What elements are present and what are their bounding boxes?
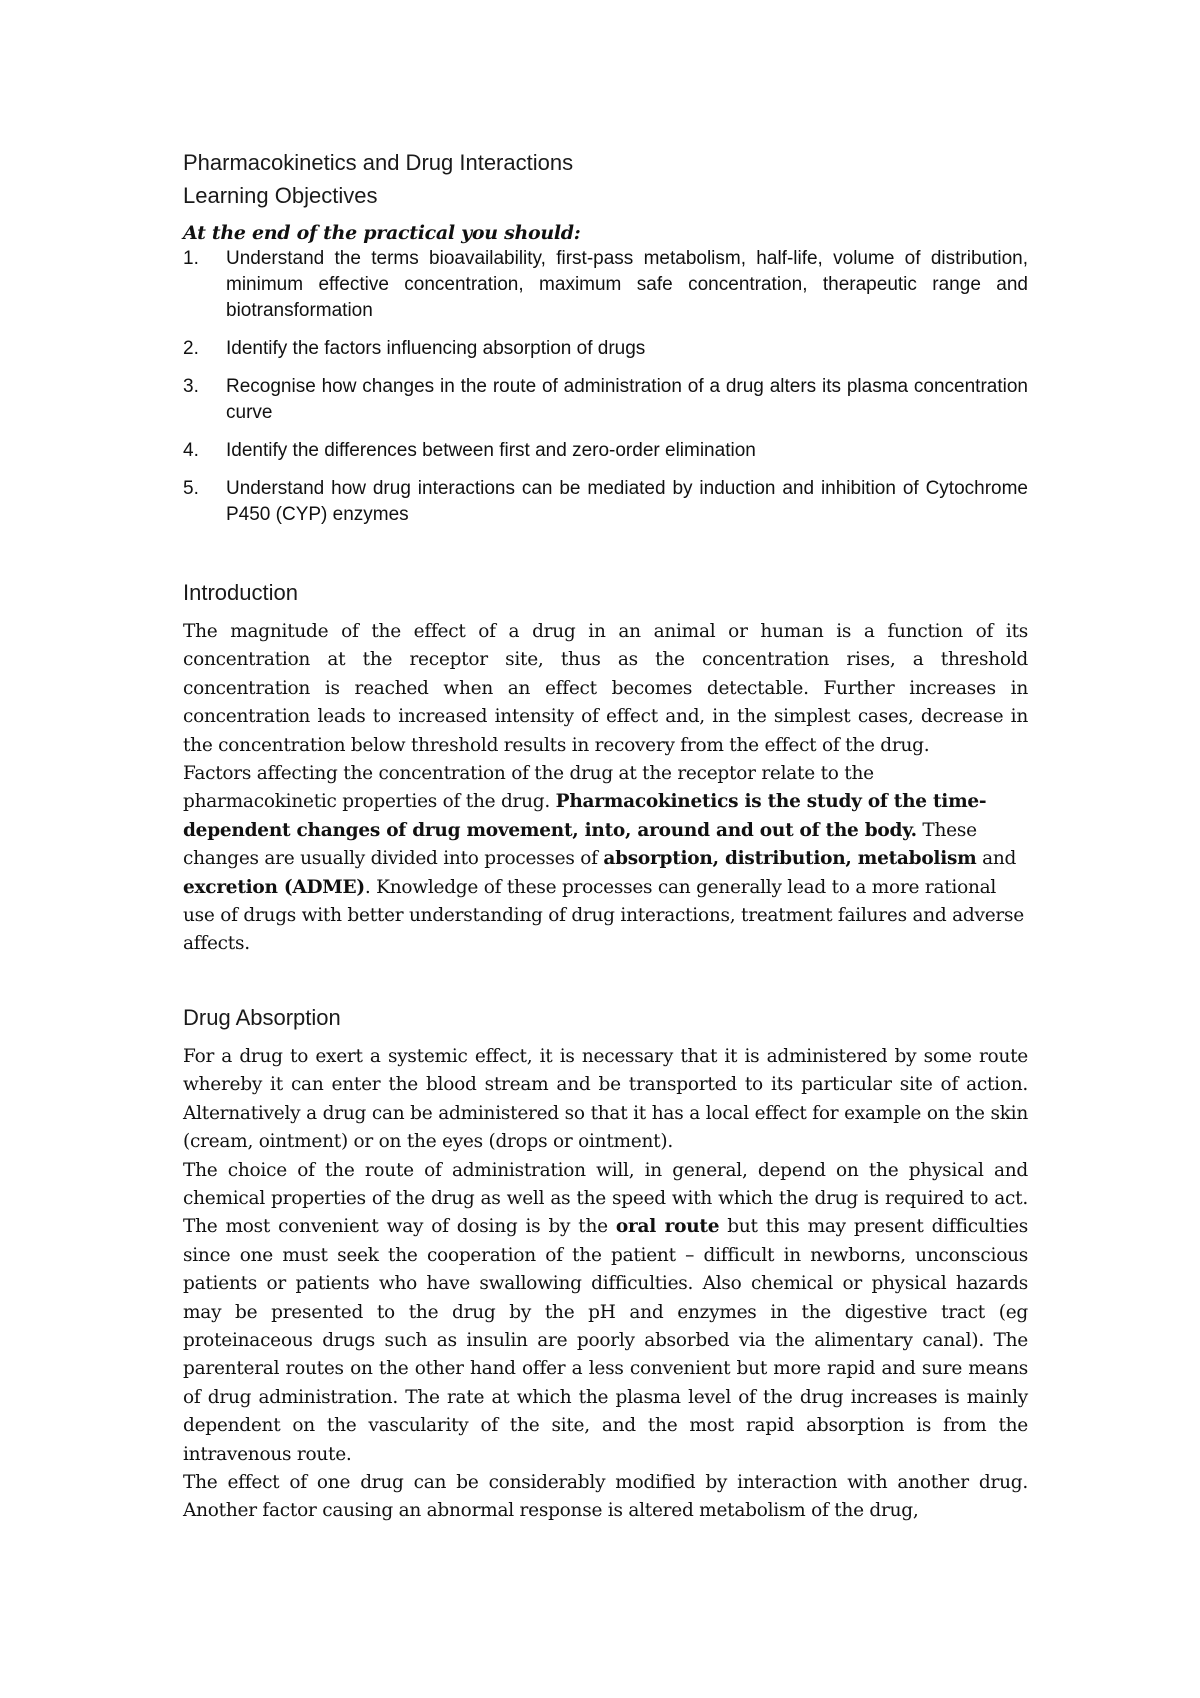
list-item-number: 3. xyxy=(183,376,199,397)
list-item xyxy=(183,374,1028,426)
list-item-number: 1. xyxy=(183,248,199,269)
absorption-paragraph-2 xyxy=(183,1157,1028,1469)
list-item-text: Understand how drug interactions can be mediated by induction and inhibition of Cytochrome P450 (CYP) enzymes xyxy=(226,478,1028,525)
list-item xyxy=(183,476,1028,528)
learning-objectives-heading: Learning Objectives xyxy=(183,183,378,208)
list-item xyxy=(183,336,1028,362)
list-item-text: Understand the terms bioavailability, first-pass metabolism, half-life, volume of distribution, minimum effective concentration, maximum safe concentration, therapeutic range and biotransformation xyxy=(226,248,1028,321)
intro-p2-text-c: and xyxy=(976,848,1017,870)
intro-p2-text-d: . Knowledge of these processes can generally lead to a more rational use of drugs with better understanding of drug interactions, treatment failures and adverse affects. xyxy=(183,876,1024,955)
drug-absorption-heading: Drug Absorption xyxy=(183,1004,341,1030)
list-item-text: Identify the differences between first and zero-order elimination xyxy=(226,440,756,461)
list-item xyxy=(183,438,1028,464)
introduction-paragraph-2 xyxy=(183,760,1028,959)
absorption-paragraph-1: For a drug to exert a systemic effect, it is necessary that it is administered by some route whereby it can enter the blood stream and be transported to its particular site of action. Alternatively a drug can be administered so that it has a local effect for example on the skin (cream, ointment) or on the eyes (drops or ointment). xyxy=(183,1045,1028,1153)
introduction-heading: Introduction xyxy=(183,580,298,605)
pharmacokinetics-definition: Pharmacokinetics is the study of the time-dependent changes of drug movement, into, around and out of the body. xyxy=(183,791,987,841)
objectives-list xyxy=(183,246,1028,528)
adme-excretion: excretion (ADME) xyxy=(183,876,365,898)
list-item-text: Identify the factors influencing absorption of drugs xyxy=(226,338,646,359)
list-item-number: 5. xyxy=(183,478,199,499)
oral-route: oral route xyxy=(615,1216,720,1238)
document-title: Pharmacokinetics and Drug Interactions xyxy=(183,150,574,175)
list-item-text: Recognise how changes in the route of administration of a drug alters its plasma concentration curve xyxy=(226,376,1028,423)
absorption-p2-text-b: but this may present difficulties since one must seek the cooperation of the patient – difficult in newborns, unconscious patients or patients who have swallowing difficulties. Also chemical or physical hazards may be presented to the drug by the pH and enzymes in the digestive tract (eg proteinaceous drugs such as insulin are poorly absorbed via the alimentary canal). The parenteral routes on the other hand offer a less convenient but more rapid and sure means of drug administration. The rate at which the plasma level of the drug increases is mainly dependent on the vascularity of the site, and the most rapid absorption is from the intravenous route. xyxy=(183,1216,1028,1465)
list-item xyxy=(183,246,1028,324)
absorption-paragraph-3: The effect of one drug can be considerably modified by interaction with another drug. Another factor causing an abnormal response is altered metabolism of the drug, xyxy=(183,1471,1028,1522)
adme-terms: absorption, distribution, metabolism xyxy=(603,848,977,870)
objectives-lead: At the end of the practical you should: xyxy=(183,222,581,244)
intro-p2-text-b: These changes are usually divided into processes of xyxy=(183,819,977,870)
intro-p2-text-a: Factors affecting the concentration of the drug at the receptor relate to the pharmacokinetic properties of the drug. xyxy=(183,763,874,813)
introduction-paragraph-1: The magnitude of the effect of a drug in an animal or human is a function of its concentration at the receptor site, thus as the concentration rises, a threshold concentration is reached when an effect becomes detectable. Further increases in concentration leads to increased intensity of effect and, in the simplest cases, decrease in the concentration below threshold results in recovery from the effect of the drug. xyxy=(183,621,1028,756)
list-item-number: 2. xyxy=(183,338,199,359)
document-content xyxy=(183,146,1028,1526)
list-item-number: 4. xyxy=(183,440,199,461)
absorption-p2-text-a: The choice of the route of administration will, in general, depend on the physical and chemical properties of the drug as well as the speed with which the drug is required to act. The most convenient way of dosing is by the xyxy=(183,1159,1028,1238)
